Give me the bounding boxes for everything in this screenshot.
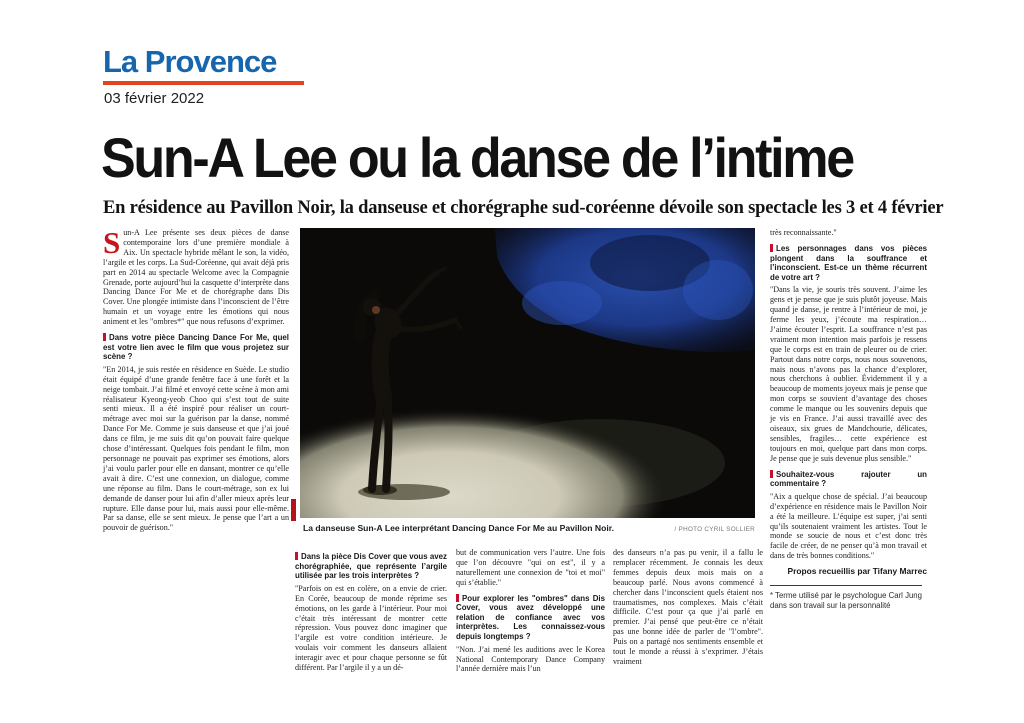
- dancer-photo-illustration: [300, 228, 755, 518]
- question-1-text: Dans votre pièce Dancing Dance For Me, quel est votre lien avec le film que vous projetez sur scène ?: [103, 333, 289, 362]
- article-subheadline: En résidence au Pavillon Noir, la danseuse et chorégraphe sud-coréenne dévoile son spectacle les 3 et 4 février: [103, 198, 944, 218]
- answer-1: "En 2014, je suis restée en résidence en Suède. Le studio était équipé d’une grande fenêtre face à une forêt et la neige tombait. J’ai filmé et envoyé cette scène à mon ami réalisateur Kyeong-yeob Choo qui s’est tout de suite senti mieux. Il a été inspiré pour réaliser un court-métrage avec moi sur la guérison par la danse, nommé Dance For Me. Comme je suis danseuse et que j’ai joué dans ce film, je me suis dit qu’on pouvait faire quelque chose d’intéressant. Quelques fois pendant le film, mon personnage ne pouvait pas exprimer ses émotions, alors j’ai voulu parler pour elle en dansant, montrer ce qu’elle avait à dire. C’est une connexion, un dialogue, comme une réponse au film. Dans le court-métrage, son ex lui demande de danser pour lui afin d’aller mieux après leur rupture. Elle danse pour lui, mais aussi pour elle-même. Par sa danse, elle se sent mieux. Je pense que l’art a un pouvoir de guérison.": [103, 364, 289, 533]
- publication-date: 03 février 2022: [104, 90, 205, 107]
- footnote: * Terme utilisé par le psychologue Carl Jung dans son travail sur la personnalité: [770, 591, 922, 611]
- question-marker-icon: [770, 244, 773, 252]
- question-4-text: Les personnages dans vos pièces plongent dans la souffrance et l’inconscient. Est-ce un thème récurrent de votre art ?: [770, 243, 927, 282]
- question-5-text: Souhaitez-vous rajouter un commentaire ?: [770, 469, 927, 489]
- stage-photo: [300, 228, 755, 518]
- article-headline: Sun-A Lee ou la danse de l’intime: [101, 126, 853, 189]
- intro-paragraph: [103, 225, 289, 327]
- drop-cap: S: [103, 225, 121, 260]
- question-marker-icon: [770, 470, 773, 478]
- article-column-4: [613, 548, 763, 673]
- question-3-text: Pour explorer les "ombres" dans Dis Cover, vous avez développé une relation de confiance avec vos interprètes. Les connaissez-vous depuis longtemps ?: [456, 593, 605, 641]
- question-1: [103, 333, 289, 362]
- photo-caption-row: [303, 523, 755, 533]
- question-4: [770, 244, 927, 282]
- article-column-3: [456, 548, 605, 680]
- answer-2-continued: but de communication vers l’autre. Une fois que l’on découvre "qui on est", il y a naturellement une connexion de "toi et moi" qui s’établie.": [456, 548, 605, 587]
- photo-caption: La danseuse Sun-A Lee interprétant Dancing Dance For Me au Pavillon Noir.: [303, 523, 615, 533]
- question-marker-icon: [456, 594, 459, 602]
- caption-red-bar: [291, 499, 296, 521]
- article-column-2: [295, 548, 447, 679]
- question-5: [770, 470, 927, 489]
- answer-4: "Dans la vie, je souris très souvent. J’aime les gens et je pense que je suis plutôt joyeuse. Mais quand je danse, je rentre à l’intérieur de moi, je ferme les yeux, j’écoute ma respiration… J’aime écouter l’esprit. La souffrance n’est pas vraiment mon intention mais parfois je ressens que le corps est en train de pleurer ou de crier. Partout dans notre corps, nous nous souvenons, mais nous n’avons pas la chance d’explorer, nous cherchons à oublier. Évidemment il y a beaucoup de moments joyeux mais je pense que mon corps se souvient d’avantage des choses comme le manque ou les souvenirs depuis que je vis en France. J’ai aussi travaillé avec des oiseaux, six grues de Mandchourie, délicates, sensibles, fragiles… cette expérience est toujours en moi, quelque part dans mon corps. Je pense que je suis devenue plus sensible.": [770, 285, 927, 463]
- question-marker-icon: [295, 552, 298, 560]
- photo-credit: / PHOTO CYRIL SOLLIER: [674, 526, 755, 533]
- answer-2: "Parfois on est en colère, on a envie de crier. En Corée, beaucoup de monde réprime ses émotions, on les garde à l’intérieur. Pour moi c’était très intéressant de montrer cette répression. Vous pouvez donc imaginer que l’argile est votre condition intérieure. Je voulais voir comment les danseurs allaient interagir avec et pour chaque personne se fût différent. Par l’argile il y a un dé-: [295, 583, 447, 673]
- intro-text: un-A Lee présente ses deux pièces de danse contemporaine lors d’une première mondiale à Aix. Un spectacle hybride mêlant le son, la vidéo, l’argile et les corps. La Sud-Coréenne, qui avait déjà pris part en 2014 au spectacle Welcome avec la Compagnie Grenade, porte aujourd’hui la casquette d’interprète dans Dancing Dance For Me et de chorégraphe dans Dis Cover. Une plongée intimiste dans l’inconscient de l’être humain et un voyage entre les émotions qui nous animent et les "ombres*" que nous refusons d’exprimer.: [103, 228, 289, 327]
- question-marker-icon: [103, 333, 106, 341]
- answer-3: "Non. J’ai mené les auditions avec le Korea National Contemporary Dance Company l’année dernière mais l’un: [456, 644, 605, 674]
- question-2: [295, 552, 447, 581]
- answer-5: "Aix a quelque chose de spécial. J’ai beaucoup d’expérience en résidence mais le Pavillon Noir a été la meilleure. L’équipe est super, j’ai senti qu’ils soutenaient vraiment les artistes. Tout le monde se soucie de nous et c’est donc très facile de créer, de ne penser qu’à mon travail et dans de très bonnes conditions.": [770, 491, 927, 561]
- question-2-text: Dans la pièce Dis Cover que vous avez chorégraphiée, que représente l’argile utilisée par les trois interprètes ?: [295, 552, 447, 581]
- answer-3-end: très reconnaissante.": [770, 228, 837, 237]
- logo-underline-bar: [103, 81, 304, 85]
- answer-3-continued: des danseurs n’a pas pu venir, il a fallu le remplacer récemment. Je connais les deux femmes depuis deux mois mais on a beaucoup parlé. Nous avons commencé à chercher dans l’inconscient quels étaient nos traumatismes, nos complexes. Mais c’était difficile. C’est pour ça que j’ai parlé en premier. J’ai pensé que peut-être ce n’était pas une bonne idée de parler de "l’ombre". Puis on a partagé nos sentiments ensemble et tout le monde a réussi à s’exprimer. J’étais vraiment: [613, 548, 763, 666]
- article-column-1: [103, 225, 289, 539]
- article-column-5: [770, 228, 927, 611]
- question-3: [456, 594, 605, 642]
- footnote-divider: [770, 585, 922, 586]
- la-provence-logo: La Provence: [103, 44, 277, 79]
- byline: Propos recueillis par Tifany Marrec: [787, 566, 927, 577]
